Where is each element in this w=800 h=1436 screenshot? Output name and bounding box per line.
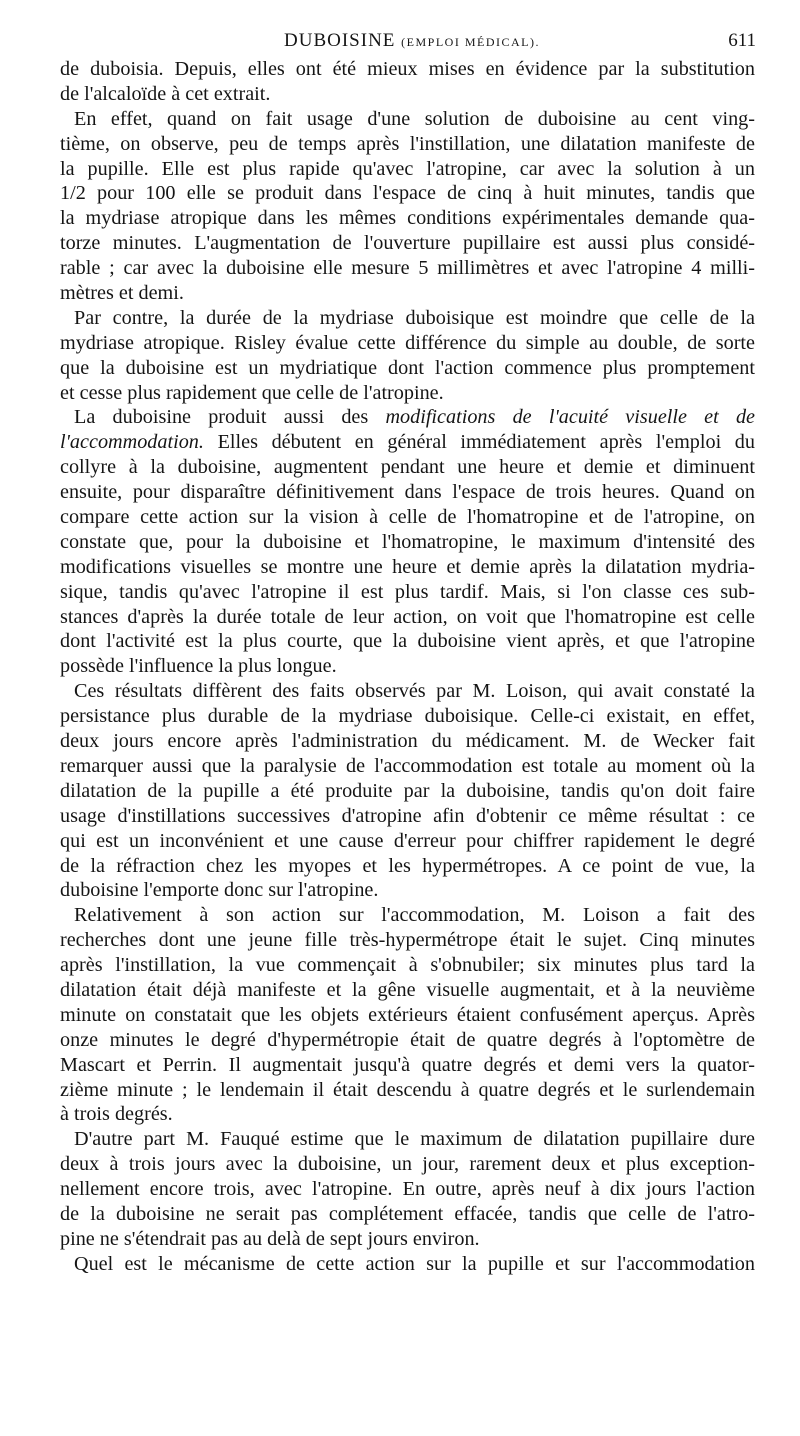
paragraph <box>60 1252 755 1277</box>
text-line: après l'instillation, la vue commençait à s'obnubiler; six minutes plus tard la <box>60 954 755 977</box>
text-line: mydriase atropique. Risley évalue cette différence du simple au double, de sorte <box>60 331 755 354</box>
text-line: En effet, quand on fait usage d'une solution de duboisine au cent ving- <box>74 107 755 130</box>
running-head-title: DUBOISINE <box>284 30 396 51</box>
text-line: D'autre part M. Fauqué estime que le maximum de dilatation pupillaire dure <box>74 1128 755 1151</box>
running-title <box>60 26 764 57</box>
text-line: minute on constatait que les objets extérieurs étaient confusément aperçus. Après <box>60 1003 755 1026</box>
text-line: 1/2 pour 100 elle se produit dans l'espace de cinq à huit minutes, tandis que <box>60 182 755 205</box>
text-line: modifications visuelles se montre une heure et demie après la dilatation mydria- <box>60 555 755 578</box>
text-line: Par contre, la durée de la mydriase duboisique est moindre que celle de la <box>74 306 755 329</box>
text-line: de la réfraction chez les myopes et les hypermétropes. A ce point de vue, la <box>60 854 755 877</box>
paragraph <box>60 903 755 1127</box>
text-line: à trois degrés. <box>60 1103 173 1126</box>
text-line: la mydriase atropique dans les mêmes conditions expérimentales demande qua- <box>60 207 755 230</box>
text-line: collyre à la duboisine, augmentent pendant une heure et demie et diminuent <box>60 456 755 479</box>
text-line: Relativement à son action sur l'accommodation, M. Loison a fait des <box>74 904 755 927</box>
text-line: et cesse plus rapidement que celle de l'atropine. <box>60 381 444 404</box>
text-line: dilatation de la pupille a été produite par la duboisine, tandis qu'on doit faire <box>60 779 755 802</box>
running-head-subtitle: (EMPLOI MÉDICAL). <box>401 35 540 49</box>
text-line: la pupille. Elle est plus rapide qu'avec l'atropine, car avec la solution à un <box>60 157 755 180</box>
text-line <box>60 430 755 455</box>
italic-run: l'accommodation. <box>60 431 204 454</box>
body-text <box>60 57 755 1277</box>
text-line: duboisine l'emporte donc sur l'atropine. <box>60 879 379 902</box>
paragraph <box>60 679 755 903</box>
text-line <box>60 405 755 430</box>
text-line: compare cette action sur la vision à celle de l'homatropine et de l'atropine, on <box>60 506 755 529</box>
text-line: torze minutes. L'augmentation de l'ouverture pupillaire est aussi plus considé- <box>60 232 755 255</box>
text-line: sique, tandis qu'avec l'atropine il est plus tardif. Mais, si l'on classe ces sub- <box>60 580 755 603</box>
text-line: Mascart et Perrin. Il augmentait jusqu'à quatre degrés et demi vers la quator- <box>60 1053 755 1076</box>
text-line: ensuite, pour disparaître définitivement dans l'espace de trois heures. Quand on <box>60 481 755 504</box>
text-line: usage d'instillations successives d'atropine afin d'obtenir ce même résultat : ce <box>60 804 755 827</box>
text-line: Quel est le mécanisme de cette action sur la pupille et sur l'accommodation <box>74 1252 755 1275</box>
text-run: Elles débutent en général immédiatement après l'emploi du <box>203 431 755 454</box>
paragraph <box>60 1127 755 1251</box>
italic-run: modifications de l'acuité visuelle et de <box>385 406 755 429</box>
running-head <box>60 26 764 56</box>
text-line: pine ne s'étendrait pas au delà de sept jours environ. <box>60 1227 480 1250</box>
text-line: de duboisia. Depuis, elles ont été mieux mises en évidence par la substitution <box>60 58 755 80</box>
text-run: La duboisine produit aussi des <box>74 406 386 429</box>
text-line: stances d'après la durée totale de leur action, on voit que l'homatropine est celle <box>60 605 755 628</box>
text-line: que la duboisine est un mydriatique dont l'action commence plus promptement <box>60 356 755 379</box>
paragraph <box>60 405 755 679</box>
text-line: qui est un inconvénient et une cause d'erreur pour chiffrer rapidement le degré <box>60 829 755 852</box>
text-line: dont l'activité est la plus courte, que la duboisine vient après, et que l'atropine <box>60 630 755 653</box>
paragraph <box>60 306 755 406</box>
text-line: possède l'influence la plus longue. <box>60 655 337 678</box>
text-line: mètres et demi. <box>60 282 184 305</box>
paragraph <box>60 107 755 306</box>
text-line: recherches dont une jeune fille très-hypermétrope était le sujet. Cinq minutes <box>60 929 755 952</box>
text-line: de l'alcaloïde à cet extrait. <box>60 82 271 105</box>
text-line: Ces résultats diffèrent des faits observés par M. Loison, qui avait constaté la <box>74 680 755 703</box>
text-line: persistance plus durable de la mydriase duboisique. Celle-ci existait, en effet, <box>60 705 755 728</box>
text-line: nellement encore trois, avec l'atropine. En outre, après neuf à dix jours l'action <box>60 1178 755 1201</box>
text-line: deux jours encore après l'administration du médicament. M. de Wecker fait <box>60 730 755 753</box>
text-line: constate que, pour la duboisine et l'homatropine, le maximum d'intensité des <box>60 530 755 553</box>
text-line: remarquer aussi que la paralysie de l'accommodation est totale au moment où la <box>60 754 755 777</box>
text-line: tième, on observe, peu de temps après l'instillation, une dilatation manifeste de <box>60 132 755 155</box>
paragraph <box>60 57 755 107</box>
text-line: de la duboisine ne serait pas complétement effacée, tandis que celle de l'atro- <box>60 1202 755 1225</box>
text-line: onze minutes le degré d'hypermétropie était de quatre degrés à l'optomètre de <box>60 1028 755 1051</box>
page-number: 611 <box>728 30 756 51</box>
text-line: deux à trois jours avec la duboisine, un jour, rarement deux et plus exception- <box>60 1153 755 1176</box>
text-line: rable ; car avec la duboisine elle mesure 5 millimètres et avec l'atropine 4 milli- <box>60 257 755 280</box>
text-line: dilatation était déjà manifeste et la gêne visuelle augmentait, et à la neuvième <box>60 978 755 1001</box>
text-line: zième minute ; le lendemain il était descendu à quatre degrés et le surlendemain <box>60 1078 755 1101</box>
